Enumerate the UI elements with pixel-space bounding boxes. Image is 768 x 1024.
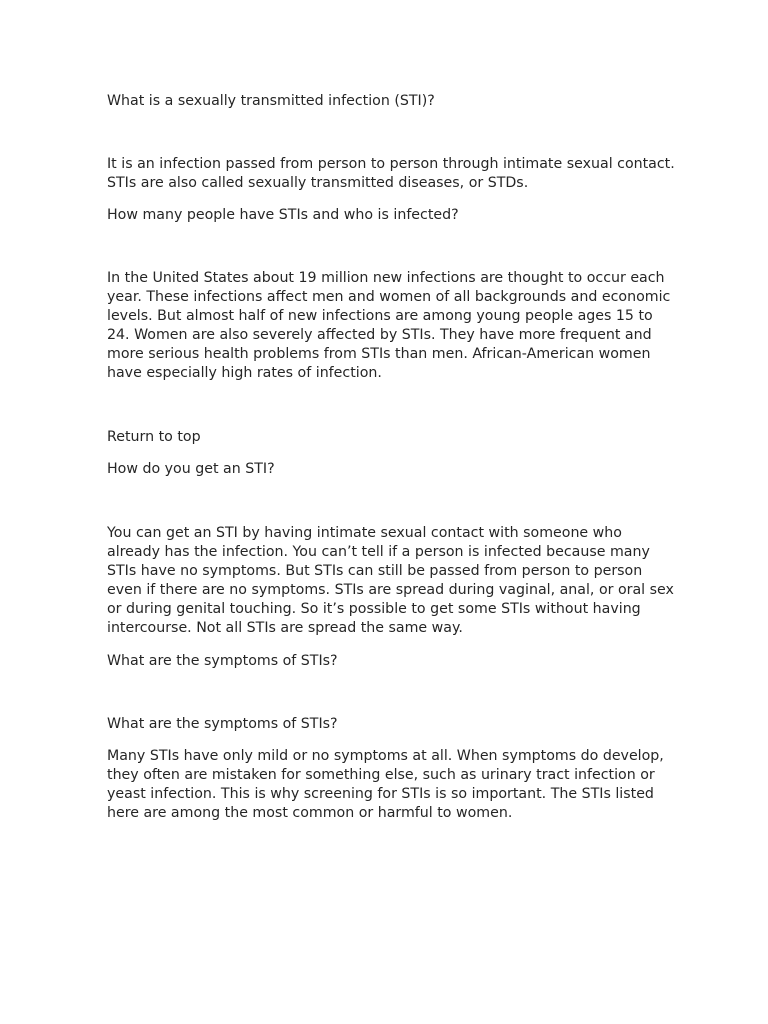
text-line: here are among the most common or harmful to women. — [107, 805, 513, 821]
text-line: yeast infection. This is why screening for STIs is so important. The STIs listed — [107, 786, 654, 802]
text-line: How many people have STIs and who is infected? — [107, 207, 459, 223]
text-line: How do you get an STI? — [107, 461, 275, 477]
paragraph-definition — [107, 155, 677, 193]
text-line: they often are mistaken for something else, such as urinary tract infection or — [107, 767, 655, 783]
return-to-top-link[interactable] — [107, 428, 677, 447]
link-label[interactable]: Return to top — [107, 429, 201, 445]
heading-what-is-sti — [107, 92, 677, 111]
text-line: You can get an STI by having intimate sexual contact with someone who — [107, 525, 622, 541]
text-line: Many STIs have only mild or no symptoms at all. When symptoms do develop, — [107, 748, 664, 764]
heading-symptoms — [107, 652, 677, 671]
text-line: STIs are also called sexually transmitted diseases, or STDs. — [107, 175, 529, 191]
text-line: In the United States about 19 million new infections are thought to occur each — [107, 270, 665, 286]
heading-how-get-sti — [107, 460, 677, 479]
heading-symptoms-repeat — [107, 715, 677, 734]
paragraph-symptoms — [107, 747, 677, 823]
text-line: even if there are no symptoms. STIs are spread during vaginal, anal, or oral sex — [107, 582, 674, 598]
paragraph-transmission — [107, 524, 677, 638]
text-line: What are the symptoms of STIs? — [107, 653, 338, 669]
text-line: It is an infection passed from person to person through intimate sexual contact. — [107, 156, 675, 172]
text-line: or during genital touching. So it’s possible to get some STIs without having — [107, 601, 641, 617]
text-line: levels. But almost half of new infections are among young people ages 15 to — [107, 308, 653, 324]
text-line: year. These infections affect men and women of all backgrounds and economic — [107, 289, 671, 305]
paragraph-statistics — [107, 269, 677, 383]
text-line: STIs have no symptoms. But STIs can still be passed from person to person — [107, 563, 643, 579]
text-line: 24. Women are also severely affected by STIs. They have more frequent and — [107, 327, 652, 343]
text-line: have especially high rates of infection. — [107, 365, 382, 381]
heading-who-is-infected — [107, 206, 677, 225]
text-line: What are the symptoms of STIs? — [107, 716, 338, 732]
text-line: more serious health problems from STIs than men. African-American women — [107, 346, 651, 362]
text-line: What is a sexually transmitted infection (STI)? — [107, 93, 435, 109]
text-line: intercourse. Not all STIs are spread the same way. — [107, 620, 463, 636]
text-line: already has the infection. You can’t tell if a person is infected because many — [107, 544, 650, 560]
